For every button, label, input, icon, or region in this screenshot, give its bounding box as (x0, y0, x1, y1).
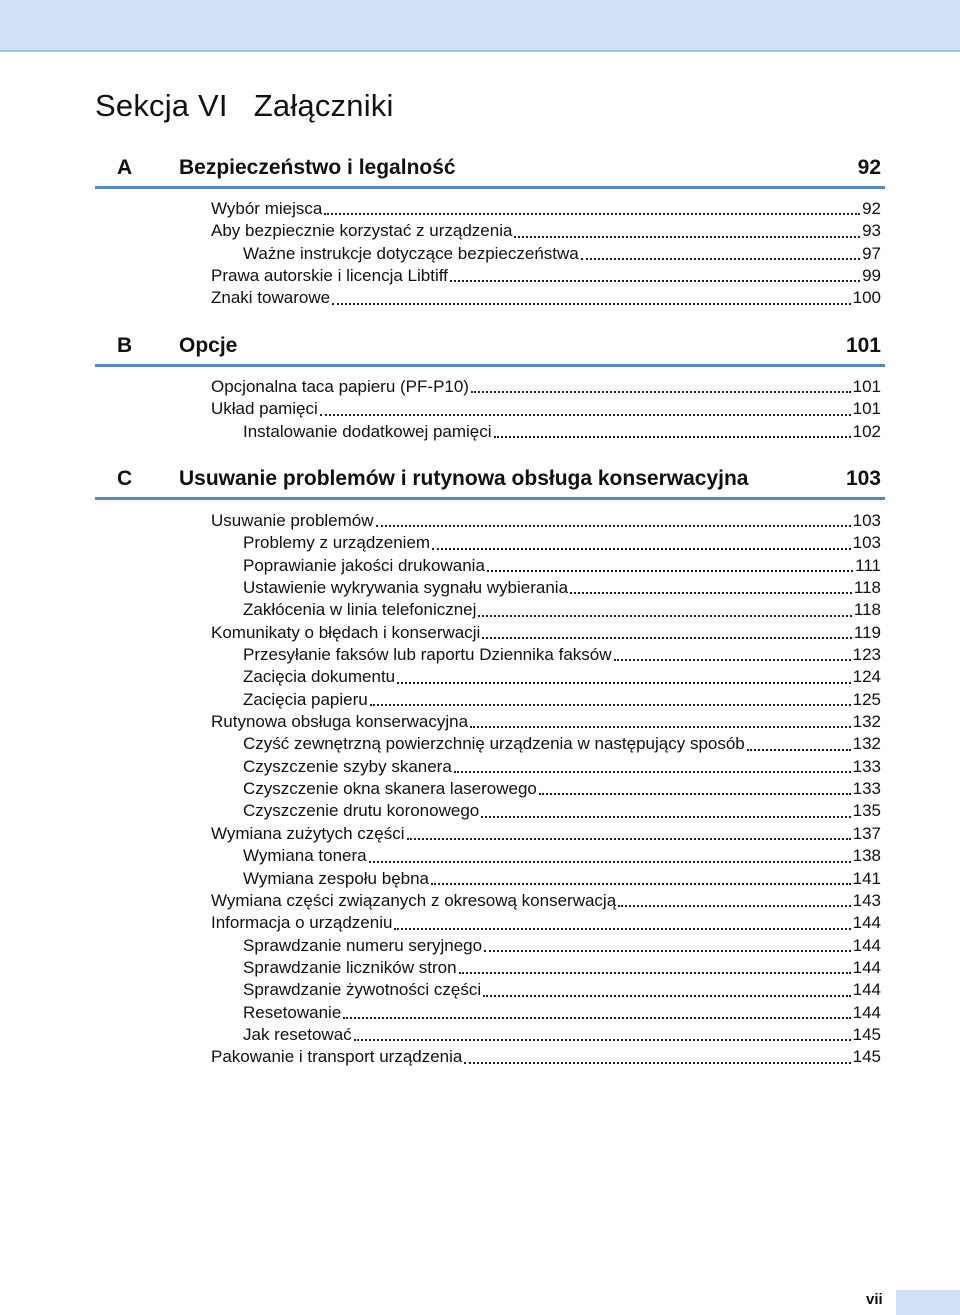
toc-entry-title: Komunikaty o błędach i konserwacji (211, 622, 481, 642)
toc-entry[interactable] (211, 287, 881, 309)
dot-leader (494, 435, 851, 438)
header-band (0, 0, 960, 52)
toc-entry-title: Czyszczenie okna skanera laserowego (243, 779, 537, 799)
chapter-title: Usuwanie problemów i rutynowa obsługa konserwacyjna (179, 467, 749, 490)
toc-list-b (211, 376, 881, 443)
toc-entry-page: 145 (852, 1024, 881, 1044)
toc-entry[interactable] (211, 1024, 881, 1046)
dot-leader (581, 257, 860, 260)
toc-entry-page: 111 (855, 555, 881, 575)
toc-entry[interactable] (211, 666, 881, 688)
toc-entry[interactable] (211, 1002, 881, 1024)
toc-entry-page: 99 (862, 266, 881, 286)
toc-entry-title: Znaki towarowe (211, 288, 331, 308)
toc-entry[interactable] (211, 398, 881, 420)
toc-entry-page: 101 (852, 399, 881, 419)
toc-entry[interactable] (211, 689, 881, 711)
toc-entry[interactable] (211, 622, 881, 644)
dot-leader (614, 658, 851, 661)
toc-entry-page: 92 (862, 199, 881, 218)
toc-entry-title: Ważne instrukcje dotyczące bezpieczeństwa (243, 243, 579, 263)
chapter-heading-c[interactable] (95, 467, 885, 500)
toc-entry[interactable] (211, 868, 881, 890)
chapter-heading-a[interactable] (95, 156, 885, 189)
toc-entry[interactable] (211, 555, 881, 577)
toc-entry-title: Układ pamięci (211, 399, 318, 419)
toc-entry[interactable] (211, 1046, 881, 1068)
toc-entry[interactable] (211, 756, 881, 778)
chapter-title: Opcje (179, 334, 238, 357)
chapter-letter: A (117, 156, 133, 179)
toc-entry-title: Pakowanie i transport urządzenia (211, 1047, 463, 1067)
toc-entry-page: 124 (852, 667, 881, 687)
toc-entry-page: 118 (853, 600, 881, 620)
toc-entry[interactable] (211, 800, 881, 822)
page-title (95, 88, 394, 124)
toc-entry-title: Usuwanie problemów (211, 511, 374, 530)
chapter-letter: C (117, 467, 133, 490)
toc-entry-title: Sprawdzanie żywotności części (243, 980, 482, 1000)
chapter-title: Bezpieczeństwo i legalność (179, 156, 456, 179)
toc-entry-page: 144 (852, 1002, 881, 1022)
dot-leader (570, 591, 852, 594)
dot-leader (332, 302, 851, 305)
toc-entry-page: 143 (852, 890, 881, 910)
toc-entry-title: Wybór miejsca (211, 199, 323, 218)
toc-entry-title: Zakłócenia w linia telefonicznej (243, 600, 477, 620)
toc-entry[interactable] (211, 644, 881, 666)
toc-entry-page: 97 (862, 243, 881, 263)
toc-entry[interactable] (211, 599, 881, 621)
toc-entry-title: Wymiana zespołu bębna (243, 868, 430, 888)
toc-entry-title: Sprawdzanie liczników stron (243, 957, 457, 977)
chapter-page: 103 (845, 467, 881, 490)
toc-entry[interactable] (211, 957, 881, 979)
dot-leader (394, 927, 850, 930)
dot-leader (487, 569, 853, 572)
dot-leader (376, 524, 851, 527)
toc-entry[interactable] (211, 912, 881, 934)
toc-entry-page: 118 (853, 578, 881, 598)
toc-entry-page: 144 (852, 980, 881, 1000)
toc-entry-title: Informacja o urządzeniu (211, 913, 393, 933)
dot-leader (369, 860, 851, 863)
dot-leader (354, 1038, 851, 1041)
dot-leader (464, 1061, 850, 1064)
dot-leader (482, 636, 852, 639)
toc-entry-title: Ustawienie wykrywania sygnału wybierania (243, 578, 569, 598)
page-number: vii (866, 1291, 883, 1308)
toc-entry-title: Poprawianie jakości drukowania (243, 555, 485, 575)
toc-entry-page: 103 (852, 533, 881, 553)
dot-leader (478, 614, 851, 617)
toc-entry-title: Wymiana tonera (243, 846, 367, 866)
toc-entry-page: 138 (852, 846, 881, 866)
toc-entry-page: 137 (852, 823, 881, 843)
toc-entry-page: 132 (852, 712, 881, 732)
toc-entry[interactable] (211, 711, 881, 733)
toc-entry-page: 123 (852, 645, 881, 665)
dot-leader (747, 748, 851, 751)
toc-entry-title: Problemy z urządzeniem (243, 533, 431, 553)
dot-leader (481, 815, 850, 818)
toc-entry-page: 144 (852, 935, 881, 955)
toc-entry[interactable] (211, 376, 881, 398)
toc-entry-title: Aby bezpiecznie korzystać z urządzenia (211, 221, 513, 241)
dot-leader (454, 770, 851, 773)
toc-entry-title: Czyszczenie drutu koronowego (243, 801, 480, 821)
dot-leader (484, 949, 851, 952)
toc-entry-title: Opcjonalna taca papieru (PF-P10) (211, 377, 469, 396)
toc-entry[interactable] (211, 265, 881, 287)
toc-entry-page: 119 (853, 622, 881, 642)
toc-entry-title: Prawa autorskie i licencja Libtiff (211, 266, 448, 286)
toc-entry[interactable] (211, 198, 881, 220)
dot-leader (618, 904, 850, 907)
toc-entry-title: Sprawdzanie numeru seryjnego (243, 935, 483, 955)
toc-entry-page: 141 (852, 868, 881, 888)
dot-leader (470, 725, 851, 728)
dot-leader (432, 547, 851, 550)
toc-entry-page: 100 (852, 288, 881, 308)
toc-entry-page: 144 (852, 957, 881, 977)
dot-leader (370, 703, 851, 706)
dot-leader (397, 681, 850, 684)
chapter-letter: B (117, 334, 133, 357)
toc-entry-page: 135 (852, 801, 881, 821)
toc-entry[interactable] (211, 421, 881, 443)
toc-entry-page: 102 (852, 421, 881, 441)
toc-entry-title: Przesyłanie faksów lub raportu Dziennika faksów (243, 645, 612, 665)
toc-entry[interactable] (211, 778, 881, 800)
dot-leader (450, 279, 860, 282)
toc-entry[interactable] (211, 577, 881, 599)
toc-entry[interactable] (211, 733, 881, 755)
toc-entry[interactable] (211, 532, 881, 554)
toc-entry-title: Czyszczenie szyby skanera (243, 756, 452, 776)
dot-leader (459, 971, 851, 974)
toc-entry-title: Wymiana części związanych z okresową konserwacją (211, 890, 617, 910)
toc-entry[interactable] (211, 510, 881, 532)
section-name: Załączniki (253, 88, 394, 123)
toc-entry-title: Rutynowa obsługa konserwacyjna (211, 712, 469, 732)
toc-entry-title: Zacięcia dokumentu (243, 667, 396, 687)
chapter-heading-b[interactable] (95, 334, 885, 367)
toc-entry-page: 144 (852, 913, 881, 933)
toc-entry[interactable] (211, 890, 881, 912)
toc-list-c (211, 510, 881, 1069)
toc-entry-title: Zacięcia papieru (243, 689, 368, 709)
toc-entry[interactable] (211, 243, 881, 265)
toc-entry-page: 133 (852, 756, 881, 776)
toc-entry-page: 103 (852, 511, 881, 530)
toc-entry[interactable] (211, 220, 881, 242)
toc-entry-title: Jak resetować (243, 1024, 352, 1044)
dot-leader (431, 882, 851, 885)
dot-leader (407, 837, 851, 840)
toc-entry-page: 125 (852, 689, 881, 709)
dot-leader (324, 212, 860, 215)
chapter-page: 92 (857, 156, 881, 179)
toc-entry-page: 133 (852, 779, 881, 799)
toc-entry-title: Resetowanie (243, 1002, 342, 1022)
dot-leader (539, 792, 851, 795)
footer-tab (896, 1290, 960, 1315)
dot-leader (320, 413, 851, 416)
dot-leader (343, 1016, 850, 1019)
toc-entry[interactable] (211, 979, 881, 1001)
toc-entry-title: Czyść zewnętrzną powierzchnię urządzenia w następujący sposób (243, 734, 745, 754)
toc-entry-page: 93 (862, 221, 881, 241)
section-number: Sekcja VI (95, 88, 228, 123)
toc-entry[interactable] (211, 845, 881, 867)
toc-entry-page: 101 (852, 377, 881, 396)
toc-entry-title: Instalowanie dodatkowej pamięci (243, 421, 492, 441)
toc-list-a (211, 198, 881, 310)
toc-entry-title: Wymiana zużytych części (211, 823, 405, 843)
toc-entry-page: 132 (852, 734, 881, 754)
chapter-page: 101 (845, 334, 881, 357)
dot-leader (483, 994, 851, 997)
toc-entry[interactable] (211, 823, 881, 845)
toc-entry[interactable] (211, 935, 881, 957)
toc-entry-page: 145 (852, 1047, 881, 1067)
dot-leader (514, 235, 860, 238)
dot-leader (471, 390, 851, 393)
